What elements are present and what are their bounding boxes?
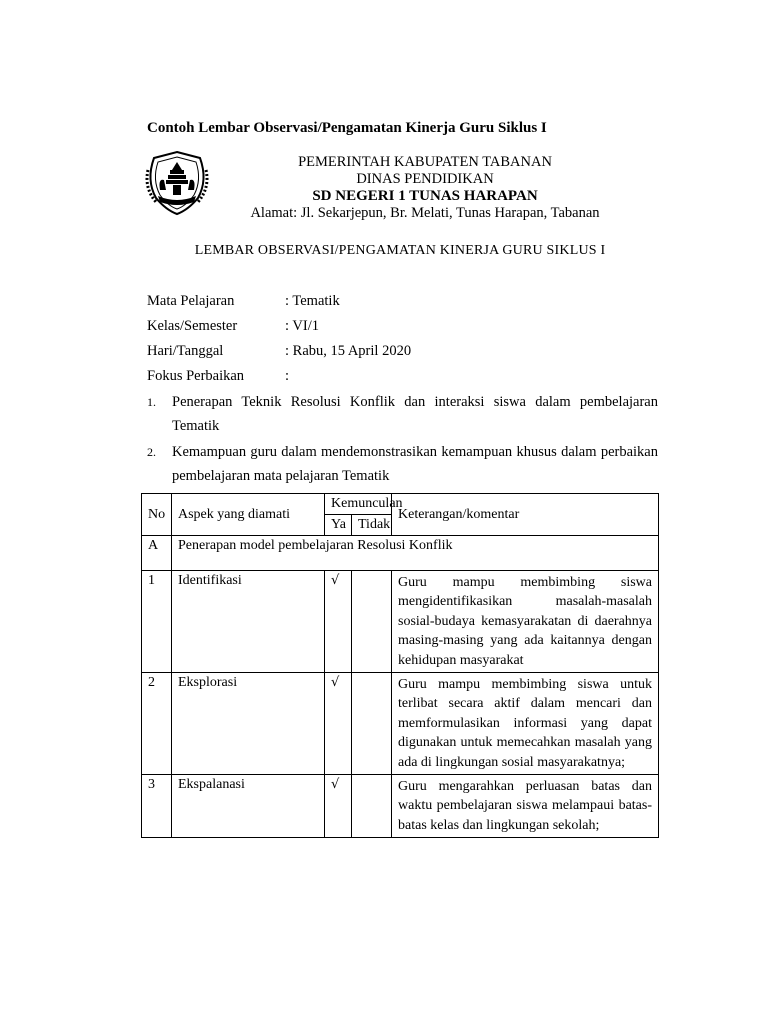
header-no: No <box>142 494 172 536</box>
info-label: Fokus Perbaikan <box>147 368 245 384</box>
info-label: Kelas/Semester <box>147 318 238 334</box>
table-row <box>142 775 659 838</box>
table-row <box>142 673 659 775</box>
row-keterangan: Guru mengarahkan perluasan batas dan waktu pembelajaran siswa melampaui batas-batas kelas dan lingkungan sekolah; <box>392 775 659 838</box>
focus-item-text: Penerapan Teknik Resolusi Konflik dan interaksi siswa dalam pembelajaran Tematik <box>172 394 658 434</box>
form-title: LEMBAR OBSERVASI/PENGAMATAN KINERJA GURU SIKLUS I <box>194 243 606 258</box>
row-tidak <box>352 571 392 673</box>
header-kemunculan: Kemunculan <box>325 494 392 515</box>
header-tidak: Tidak <box>352 515 392 536</box>
row-tidak <box>352 775 392 838</box>
header-ya: Ya <box>325 515 352 536</box>
row-no: 2 <box>142 673 172 775</box>
row-ya-check: √ <box>325 571 352 673</box>
focus-item-number: 1. <box>147 395 156 409</box>
row-ya-check: √ <box>325 673 352 775</box>
row-keterangan: Guru mampu membimbing siswa untuk terlibat secara aktif dalam mencari dan memformulasikan informasi yang dapat digunakan untuk memecahkan masalah yang ada di lingkungan sosial masyarakatnya; <box>392 673 659 775</box>
focus-item-number: 2. <box>147 445 156 459</box>
focus-item <box>147 440 658 488</box>
table-row <box>142 571 659 673</box>
info-label: Hari/Tanggal <box>147 343 224 359</box>
row-keterangan: Guru mampu membimbing siswa mengidentifikasikan masalah-masalah sosial-budaya kemasyarakatan di daerahnya masing-masing yang ada kaitannya dengan kehidupan masyarakat <box>392 571 659 673</box>
info-label: Mata Pelajaran <box>147 293 235 309</box>
header-aspek: Aspek yang diamati <box>172 494 325 536</box>
observation-table <box>141 493 659 838</box>
kop-line-government: PEMERINTAH KABUPATEN TABANAN <box>298 154 552 170</box>
kop-school-name: SD NEGERI 1 TUNAS HARAPAN <box>312 188 538 204</box>
row-no: 3 <box>142 775 172 838</box>
row-ya-check: √ <box>325 775 352 838</box>
letterhead <box>140 150 660 226</box>
kop-line-department: DINAS PENDIDIKAN <box>356 171 494 187</box>
header-keterangan: Keterangan/komentar <box>392 494 659 536</box>
info-value: : <box>285 368 290 384</box>
focus-item-text: Kemampuan guru dalam mendemonstrasikan kemampuan khusus dalam perbaikan pembelajaran mata pelajaran Tematik <box>172 444 658 484</box>
row-tidak <box>352 673 392 775</box>
row-aspek: Identifikasi <box>172 571 325 673</box>
page-heading: Contoh Lembar Observasi/Pengamatan Kinerja Guru Siklus I <box>147 120 547 136</box>
table-section-row <box>142 536 659 571</box>
focus-item <box>147 390 658 438</box>
info-value: : Rabu, 15 April 2020 <box>285 343 412 359</box>
table-header-row <box>142 494 659 515</box>
row-no: 1 <box>142 571 172 673</box>
regency-emblem-icon <box>142 150 212 216</box>
section-code: A <box>142 536 172 571</box>
kop-address: Alamat: Jl. Sekarjepun, Br. Melati, Tunas Harapan, Tabanan <box>250 205 600 221</box>
row-aspek: Ekspalanasi <box>172 775 325 838</box>
info-value: : VI/1 <box>285 318 319 334</box>
info-value: : Tematik <box>285 293 340 309</box>
row-aspek: Eksplorasi <box>172 673 325 775</box>
section-title: Penerapan model pembelajaran Resolusi Konflik <box>172 536 659 571</box>
